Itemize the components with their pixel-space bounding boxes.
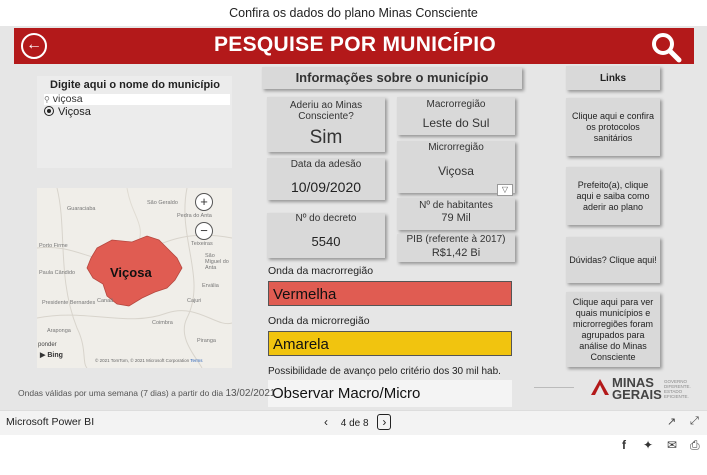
twitter-icon[interactable]: ✦ (643, 438, 654, 452)
footnote-date: 13/02/2021 (225, 388, 276, 399)
habitantes-value: 79 Mil (441, 212, 471, 224)
micro-label: Microrregião (428, 142, 484, 153)
aderiu-card (267, 97, 385, 152)
zoom-in-button[interactable]: + (195, 193, 213, 211)
prev-page-icon[interactable]: ‹ (324, 415, 328, 429)
map-place-label: Araponga (47, 328, 71, 334)
links-header: Links (566, 66, 660, 90)
zoom-out-button[interactable]: − (195, 222, 213, 240)
map-place-label: Ervália (202, 283, 219, 289)
data-adesao-label: Data da adesão (290, 159, 362, 170)
map-place-label: Paula Cândido (39, 270, 76, 276)
map-place-label: Cajuri (187, 298, 202, 304)
header-title: PESQUISE POR MUNICÍPIO (214, 33, 496, 56)
onda-macro-label: Onda da macrorregião (268, 265, 374, 277)
pib-value: R$1,42 Bi (431, 247, 481, 259)
macro-card (397, 97, 515, 135)
gov-subtitle (534, 384, 584, 388)
map-place-label: Porto Firme (39, 243, 68, 249)
share-icon[interactable]: ↗ (667, 416, 677, 428)
duvidas-link-button[interactable]: Dúvidas? Clique aqui! (566, 237, 660, 283)
decreto-card (267, 213, 385, 258)
back-arrow-icon[interactable]: ← (21, 33, 47, 59)
data-adesao-value: 10/09/2020 (290, 179, 362, 195)
page-indicator: 4 de 8 (340, 418, 369, 429)
logo-subtitle: GOVERNO DIFERENTE. ESTADO EFICIENTE. (664, 379, 691, 399)
onda-micro-value: Amarela (268, 331, 512, 356)
radio-selected-icon[interactable] (44, 106, 54, 116)
possibilidade-value: Observar Macro/Micro (268, 380, 512, 407)
map-city-label: Viçosa (110, 265, 152, 280)
habitantes-label: Nº de habitantes (419, 200, 493, 211)
municipios-link-button[interactable]: Clique aqui para ver quais municípios e microrregiões foram agrupados para análise do Minas Consciente (566, 292, 660, 367)
map-place-label: São Miguel do Anta (205, 253, 229, 271)
filter-icon[interactable]: ▽ (497, 184, 513, 196)
minas-gerais-logo-icon (590, 378, 610, 396)
possibilidade-label: Possibilidade de avanço pelo critério dos 30 mil hab. (268, 366, 501, 377)
slicer-search-input[interactable] (44, 94, 230, 105)
search-icon: ⚲ (44, 95, 50, 104)
print-icon[interactable]: ⎙ (690, 438, 700, 452)
search-icon[interactable] (650, 31, 682, 63)
map-place-label: Teixeiras (191, 241, 213, 247)
prefeito-link-button[interactable]: Prefeito(a), clique aqui e saiba como aderir ao plano (566, 167, 660, 225)
macro-value: Leste do Sul (422, 116, 490, 130)
map-place-label: Pedra do Anta (177, 213, 212, 219)
protocolos-link-button[interactable]: Clique aqui e confira os protocolos sanitários (566, 98, 660, 156)
page-title: Confira os dados do plano Minas Consciente (229, 6, 478, 20)
map-place-label: Canaã (97, 298, 114, 304)
habitantes-card (397, 198, 515, 230)
bing-logo: ▶ Bing (40, 352, 63, 359)
pib-label: PIB (referente à 2017) (406, 234, 506, 245)
map-visual[interactable] (37, 188, 232, 368)
onda-micro-label: Onda da microrregião (268, 315, 370, 327)
slicer-option-label: Viçosa (58, 106, 91, 118)
aderiu-label: Aderiu ao Minas Consciente? (289, 100, 363, 122)
micro-card (397, 141, 515, 193)
page-navigator (320, 414, 391, 430)
data-adesao-card (267, 158, 385, 200)
map-provider-prefix: ponder (38, 342, 57, 348)
slicer-title: Digite aqui o nome do município (50, 79, 220, 91)
map-place-label: Guaraciaba (67, 206, 96, 212)
fullscreen-icon[interactable]: ⤢ (690, 415, 699, 427)
decreto-label: Nº do decreto (295, 213, 357, 224)
footnote (18, 388, 276, 399)
next-page-icon[interactable]: › (377, 414, 391, 430)
map-place-label: Coimbra (152, 320, 173, 326)
info-header: Informações sobre o município (262, 67, 522, 89)
pib-card (397, 234, 515, 262)
map-place-label: Piranga (197, 338, 216, 344)
macro-label: Macrorregião (426, 99, 486, 110)
onda-macro-value: Vermelha (268, 281, 512, 306)
slicer-option[interactable] (44, 106, 230, 118)
micro-value: Viçosa (438, 164, 474, 178)
map-credit: © 2021 TomTom, © 2021 Microsoft Corporation Terms (95, 358, 203, 363)
email-icon[interactable]: ✉ (667, 438, 678, 452)
minas-gerais-logo-text: MINAS GERAIS (612, 375, 662, 402)
powerbi-link[interactable]: Microsoft Power BI (6, 416, 95, 428)
map-terms-link[interactable]: Terms (190, 358, 203, 363)
slicer-search-value: viçosa (52, 93, 83, 105)
facebook-icon[interactable]: f (622, 438, 626, 452)
aderiu-value: Sim (309, 127, 343, 148)
decreto-value: 5540 (311, 234, 341, 249)
footnote-text: Ondas válidas por uma semana (7 dias) a partir do dia (18, 388, 224, 398)
bing-icon: ▶ (40, 352, 46, 359)
map-place-label: Presidente Bernardes (42, 300, 96, 306)
map-place-label: São Geraldo (147, 200, 178, 206)
